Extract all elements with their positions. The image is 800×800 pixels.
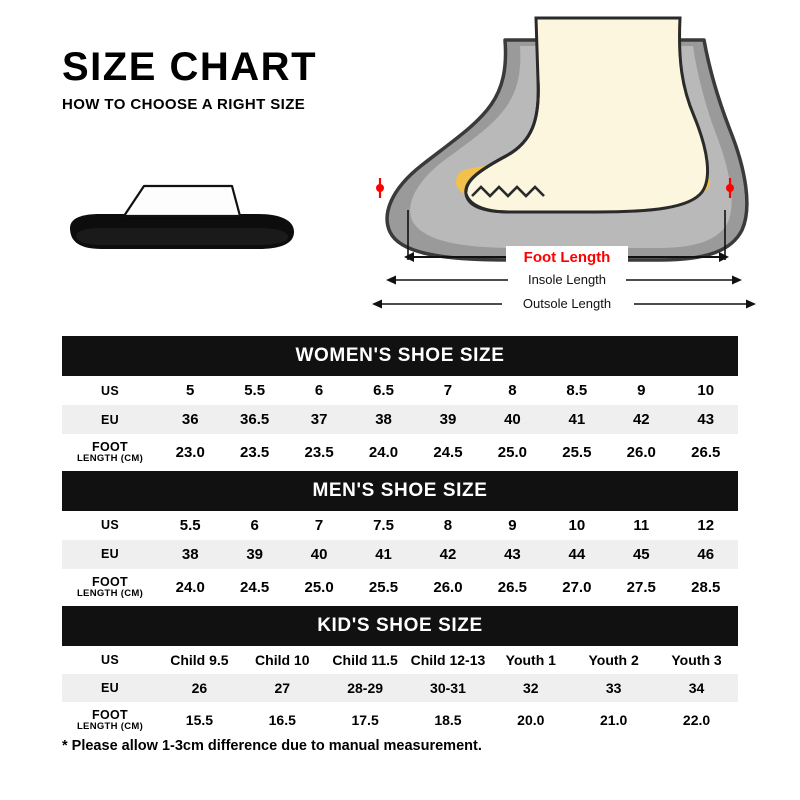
cell: 23.5 xyxy=(287,434,351,471)
cell: 10 xyxy=(545,511,609,540)
table-row xyxy=(62,569,738,606)
cell: Child 11.5 xyxy=(324,646,407,674)
cell: 40 xyxy=(480,405,544,434)
cell: 26.5 xyxy=(480,569,544,606)
cell: 25.0 xyxy=(287,569,351,606)
cell: 5 xyxy=(158,376,222,405)
cell: 18.5 xyxy=(407,702,490,739)
cell: 6 xyxy=(287,376,351,405)
row-label-foot: FOOT xyxy=(92,574,128,589)
cell: 21.0 xyxy=(572,702,655,739)
cell: 27.5 xyxy=(609,569,673,606)
table-row xyxy=(62,376,738,405)
row-label-foot-length xyxy=(62,434,158,471)
cell: 7.5 xyxy=(351,511,415,540)
table-row xyxy=(62,540,738,569)
cell: 25.0 xyxy=(480,434,544,471)
row-label-foot-length xyxy=(62,569,158,606)
cell: 6 xyxy=(222,511,286,540)
row-label-us: US xyxy=(62,511,158,540)
cell: 7 xyxy=(416,376,480,405)
cell: 9 xyxy=(609,376,673,405)
cell: 43 xyxy=(480,540,544,569)
page-subtitle: HOW TO CHOOSE A RIGHT SIZE xyxy=(62,96,306,113)
cell: 15.5 xyxy=(158,702,241,739)
row-label-unit: LENGTH (CM) xyxy=(76,453,144,464)
cell: 26.0 xyxy=(609,434,673,471)
cell: 8.5 xyxy=(545,376,609,405)
cell: 24.5 xyxy=(416,434,480,471)
section-title-mens: MEN'S SHOE SIZE xyxy=(62,471,738,511)
table-row xyxy=(62,674,738,702)
cell: 26.0 xyxy=(416,569,480,606)
cell: 43 xyxy=(674,405,739,434)
cell: 23.5 xyxy=(222,434,286,471)
cell: 33 xyxy=(572,674,655,702)
cell: 42 xyxy=(609,405,673,434)
row-label-eu: EU xyxy=(62,540,158,569)
cell: 45 xyxy=(609,540,673,569)
row-label-foot: FOOT xyxy=(92,440,128,454)
cell: 8 xyxy=(416,511,480,540)
cell: 41 xyxy=(351,540,415,569)
cell: Youth 3 xyxy=(655,646,738,674)
table-row xyxy=(62,511,738,540)
cell: 20.0 xyxy=(489,702,572,739)
cell: 36.5 xyxy=(222,405,286,434)
cell: 8 xyxy=(480,376,544,405)
cell: 44 xyxy=(545,540,609,569)
cell: 6.5 xyxy=(351,376,415,405)
row-label-eu: EU xyxy=(62,405,158,434)
cell: 40 xyxy=(287,540,351,569)
cell: 38 xyxy=(158,540,222,569)
cell: 10 xyxy=(674,376,739,405)
cell: 12 xyxy=(674,511,739,540)
header xyxy=(62,46,362,113)
cell: 34 xyxy=(655,674,738,702)
cell: 11 xyxy=(609,511,673,540)
cell: Child 10 xyxy=(241,646,324,674)
row-label-unit: LENGTH (CM) xyxy=(76,587,144,599)
womens-size-table xyxy=(62,376,738,471)
cell: 42 xyxy=(416,540,480,569)
row-label-unit: LENGTH (CM) xyxy=(76,720,144,732)
cell: 37 xyxy=(287,405,351,434)
cell: 25.5 xyxy=(545,434,609,471)
cell: 27 xyxy=(241,674,324,702)
measurement-footnote: * Please allow 1-3cm difference due to manual measurement. xyxy=(62,738,482,754)
cell: 24.0 xyxy=(158,569,222,606)
size-tables xyxy=(62,336,738,739)
kids-size-table xyxy=(62,646,738,739)
cell: 24.0 xyxy=(351,434,415,471)
cell: 36 xyxy=(158,405,222,434)
cell: 38 xyxy=(351,405,415,434)
cell: Youth 1 xyxy=(489,646,572,674)
slide-sandal-illustration xyxy=(62,170,302,260)
cell: Child 9.5 xyxy=(158,646,241,674)
row-label-foot-length xyxy=(62,702,158,739)
table-row xyxy=(62,405,738,434)
row-label-foot: FOOT xyxy=(92,707,128,722)
cell: 23.0 xyxy=(158,434,222,471)
cell: 32 xyxy=(489,674,572,702)
cell: 5.5 xyxy=(158,511,222,540)
cell: 39 xyxy=(416,405,480,434)
cell: 7 xyxy=(287,511,351,540)
page-title: SIZE CHART xyxy=(62,45,317,89)
cell: 17.5 xyxy=(324,702,407,739)
cell: 41 xyxy=(545,405,609,434)
cell: 28-29 xyxy=(324,674,407,702)
cell: 46 xyxy=(674,540,739,569)
insole-length-label: Insole Length xyxy=(527,272,607,287)
cell: 28.5 xyxy=(674,569,739,606)
table-row xyxy=(62,434,738,471)
row-label-eu: EU xyxy=(62,674,158,702)
row-label-us: US xyxy=(62,376,158,405)
cell: 25.5 xyxy=(351,569,415,606)
mens-size-table xyxy=(62,511,738,606)
table-row xyxy=(62,702,738,739)
cell: 9 xyxy=(480,511,544,540)
table-row xyxy=(62,646,738,674)
cell: 16.5 xyxy=(241,702,324,739)
foot-length-label: Foot Length xyxy=(523,249,611,266)
section-title-womens: WOMEN'S SHOE SIZE xyxy=(62,336,738,376)
cell: 22.0 xyxy=(655,702,738,739)
cell: 30-31 xyxy=(407,674,490,702)
cell: 5.5 xyxy=(222,376,286,405)
cell: Youth 2 xyxy=(572,646,655,674)
cell: 26.5 xyxy=(674,434,739,471)
outsole-length-label: Outsole Length xyxy=(522,296,612,311)
foot-measurement-diagram xyxy=(360,10,780,320)
cell: 26 xyxy=(158,674,241,702)
row-label-us: US xyxy=(62,646,158,674)
cell: Child 12-13 xyxy=(407,646,490,674)
cell: 27.0 xyxy=(545,569,609,606)
section-title-kids: KID'S SHOE SIZE xyxy=(62,606,738,646)
cell: 24.5 xyxy=(222,569,286,606)
cell: 39 xyxy=(222,540,286,569)
